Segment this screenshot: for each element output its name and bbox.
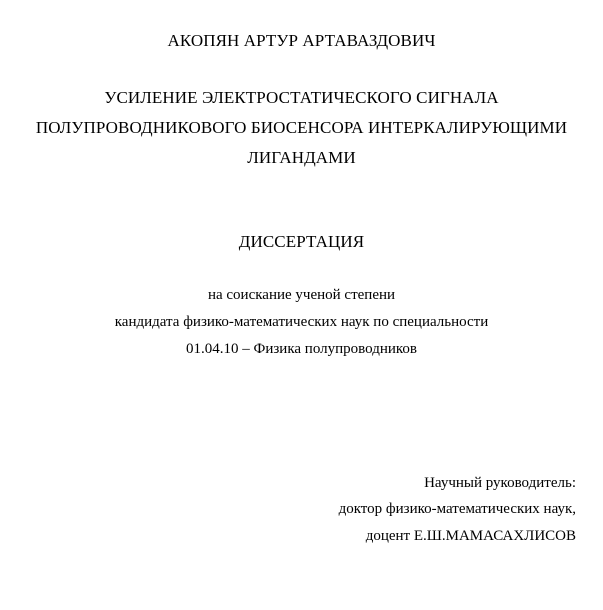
degree-line-2: кандидата физико-математических наук по специальности (114, 314, 489, 330)
degree-line-3: 01.04.10 – Физика полупроводников (186, 341, 417, 357)
thesis-title-line-1: УСИЛЕНИЕ ЭЛЕКТРОСТАТИЧЕСКОГО СИГНАЛА (104, 88, 499, 107)
degree-line-1: на соискание ученой степени (207, 287, 396, 303)
document-type: ДИССЕРТАЦИЯ (238, 232, 365, 251)
author-name: АКОПЯН АРТУР АРТАВАЗДОВИЧ (167, 31, 436, 50)
thesis-title-line-3: ЛИГАНДАМИ (247, 148, 356, 167)
thesis-title-line-2: ПОЛУПРОВОДНИКОВОГО БИОСЕНСОРА ИНТЕРКАЛИРУЮЩИМИ (35, 118, 568, 137)
supervisor-heading: Научный руководитель: (424, 475, 576, 491)
supervisor-name: доцент Е.Ш.МАМАСАХЛИСОВ (365, 528, 576, 544)
supervisor-degree: доктор физико-математических наук, (338, 501, 576, 517)
